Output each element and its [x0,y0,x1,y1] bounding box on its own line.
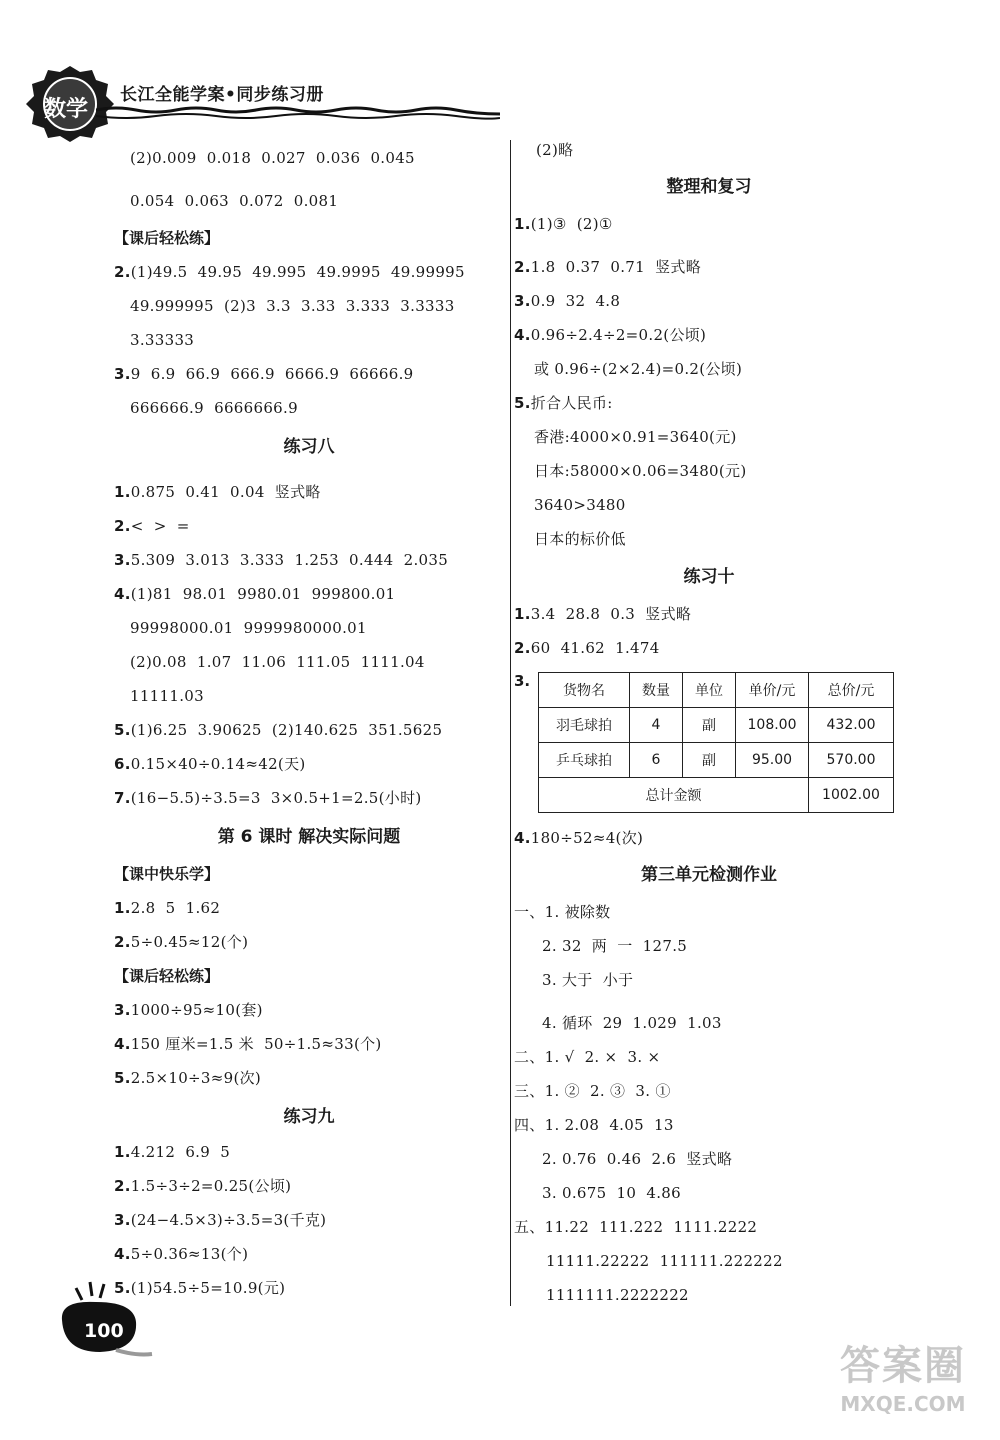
section-heading: 【课后轻松练】 [114,967,220,985]
table-cell: 乒乓球拍 [539,743,630,778]
answer-line: 五、11.22 111.222 1111.2222 [514,1218,758,1236]
line: 3.33333 [130,331,195,349]
exercise-heading: 练习十 [683,567,735,587]
answer-line: 6.0.15×40÷0.14≈42(天) [114,755,306,773]
line: (2)0.009 0.018 0.027 0.036 0.045 [130,149,415,167]
answer-line: 3. 0.675 10 4.86 [542,1184,681,1202]
answer-line: 3.9 6.9 66.9 666.9 6666.9 66666.9 [114,365,414,383]
table-cell: 6 [630,743,683,778]
answer-line: 二、1. √ 2. × 3. × [514,1048,661,1066]
answer-line: 5.2.5×10÷3≈9(次) [114,1069,262,1087]
line: 49.999995 (2)3 3.3 3.33 3.333 3.3333 [130,297,455,315]
table-cell: 副 [683,743,736,778]
table-row [539,743,894,778]
section-heading: 【课后轻松练】 [114,229,220,247]
line: 0.054 0.063 0.072 0.081 [130,192,339,210]
line: 666666.9 6666666.9 [130,399,298,417]
answer-line: 1.2.8 5 1.62 [114,899,221,917]
line: 或 0.96÷(2×2.4)=0.2(公顷) [534,360,743,378]
exercise-heading: 练习九 [283,1107,335,1127]
table-header: 单位 [683,673,736,708]
answer-line: 2. 0.76 0.46 2.6 竖式略 [542,1150,733,1168]
header-title: 长江全能学案•同步练习册 [120,85,324,105]
table-cell: 4 [630,708,683,743]
answer-line: 2. 32 两 一 127.5 [542,937,688,955]
answer-line: 5.折合人民币: [514,394,613,412]
line: (2)0.08 1.07 11.06 111.05 1111.04 [130,653,425,671]
table-header-row [539,673,894,708]
table-cell: 95.00 [736,743,809,778]
table-header: 单价/元 [736,673,809,708]
exercise-heading: 练习八 [283,437,335,457]
section-heading: 【课中快乐学】 [114,865,220,883]
question-number: 3. [514,672,531,690]
line: (2)略 [536,141,574,159]
table-header: 货物名 [539,673,630,708]
table-cell: 副 [683,708,736,743]
answer-line: 3.(24−4.5×3)÷3.5=3(千克) [114,1211,327,1229]
line: 99998000.01 9999980000.01 [130,619,367,637]
answer-line: 4.150 厘米=1.5 米 50÷1.5≈33(个) [114,1035,382,1053]
total-value: 1002.00 [809,778,894,813]
line: 日本:58000×0.06=3480(元) [534,462,747,480]
line: 日本的标价低 [534,530,626,548]
answer-line: 7.(16−5.5)÷3.5=3 3×0.5+1=2.5(小时) [114,789,422,807]
table-cell: 羽毛球拍 [539,708,630,743]
line: 11111.03 [130,687,204,705]
answer-line: 5.(1)54.5÷5=10.9(元) [114,1279,286,1297]
line: 11111.22222 111111.222222 [546,1252,783,1270]
answer-line: 1.3.4 28.8 0.3 竖式略 [514,605,692,623]
column-divider [510,140,511,1306]
line: 1111111.2222222 [546,1286,689,1304]
answer-line: 4.5÷0.36≈13(个) [114,1245,249,1263]
answer-line: 3.1000÷95≈10(套) [114,1001,263,1019]
total-label: 总计金额 [539,778,809,813]
subject-badge-text: 数学 [44,97,89,122]
page-number: 100 [84,1320,124,1342]
answer-line: 2.< > = [114,517,190,535]
table-row [539,708,894,743]
table-total-row [539,778,894,813]
table-cell: 432.00 [809,708,894,743]
unit-test-heading: 第三单元检测作业 [641,865,777,885]
answer-line: 一、1. 被除数 [514,903,611,921]
watermark-title: 答案圈 [840,1343,966,1389]
answer-line: 2.1.5÷3÷2=0.25(公顷) [114,1177,292,1195]
price-table [538,672,894,813]
answer-line: 2.(1)49.5 49.95 49.995 49.9995 49.99995 [114,263,465,281]
answer-line: 4.0.96÷2.4÷2=0.2(公顷) [514,326,707,344]
answer-line: 4.180÷52≈4(次) [514,829,644,847]
line: 香港:4000×0.91=3640(元) [534,428,737,446]
answer-line: 4.(1)81 98.01 9980.01 999800.01 [114,585,396,603]
table-header: 总价/元 [809,673,894,708]
answer-line: 2.60 41.62 1.474 [514,639,660,657]
line: 3640>3480 [534,496,626,514]
answer-line: 三、1. ② 2. ③ 3. ① [514,1082,671,1100]
answer-line: 1.(1)③ (2)① [514,215,613,233]
answer-line: 1.4.212 6.9 5 [114,1143,231,1161]
table-cell: 570.00 [809,743,894,778]
answer-line: 3.5.309 3.013 3.333 1.253 0.444 2.035 [114,551,449,569]
header-rule [96,104,500,128]
answer-line: 3.0.9 32 4.8 [514,292,621,310]
review-heading: 整理和复习 [666,177,752,197]
answer-line: 4. 循环 29 1.029 1.03 [542,1014,722,1032]
lesson-heading: 第 6 课时 解决实际问题 [217,827,401,847]
watermark [818,1340,988,1430]
table-cell: 108.00 [736,708,809,743]
watermark-url: MXQE.COM [840,1392,966,1416]
table-header: 数量 [630,673,683,708]
answer-line: 2.1.8 0.37 0.71 竖式略 [514,258,702,276]
answer-line: 1.0.875 0.41 0.04 竖式略 [114,483,321,501]
answer-line: 四、1. 2.08 4.05 13 [514,1116,674,1134]
answer-line: 5.(1)6.25 3.90625 (2)140.625 351.5625 [114,721,443,739]
answer-line: 2.5÷0.45≈12(个) [114,933,249,951]
answer-line: 3. 大于 小于 [542,971,634,989]
